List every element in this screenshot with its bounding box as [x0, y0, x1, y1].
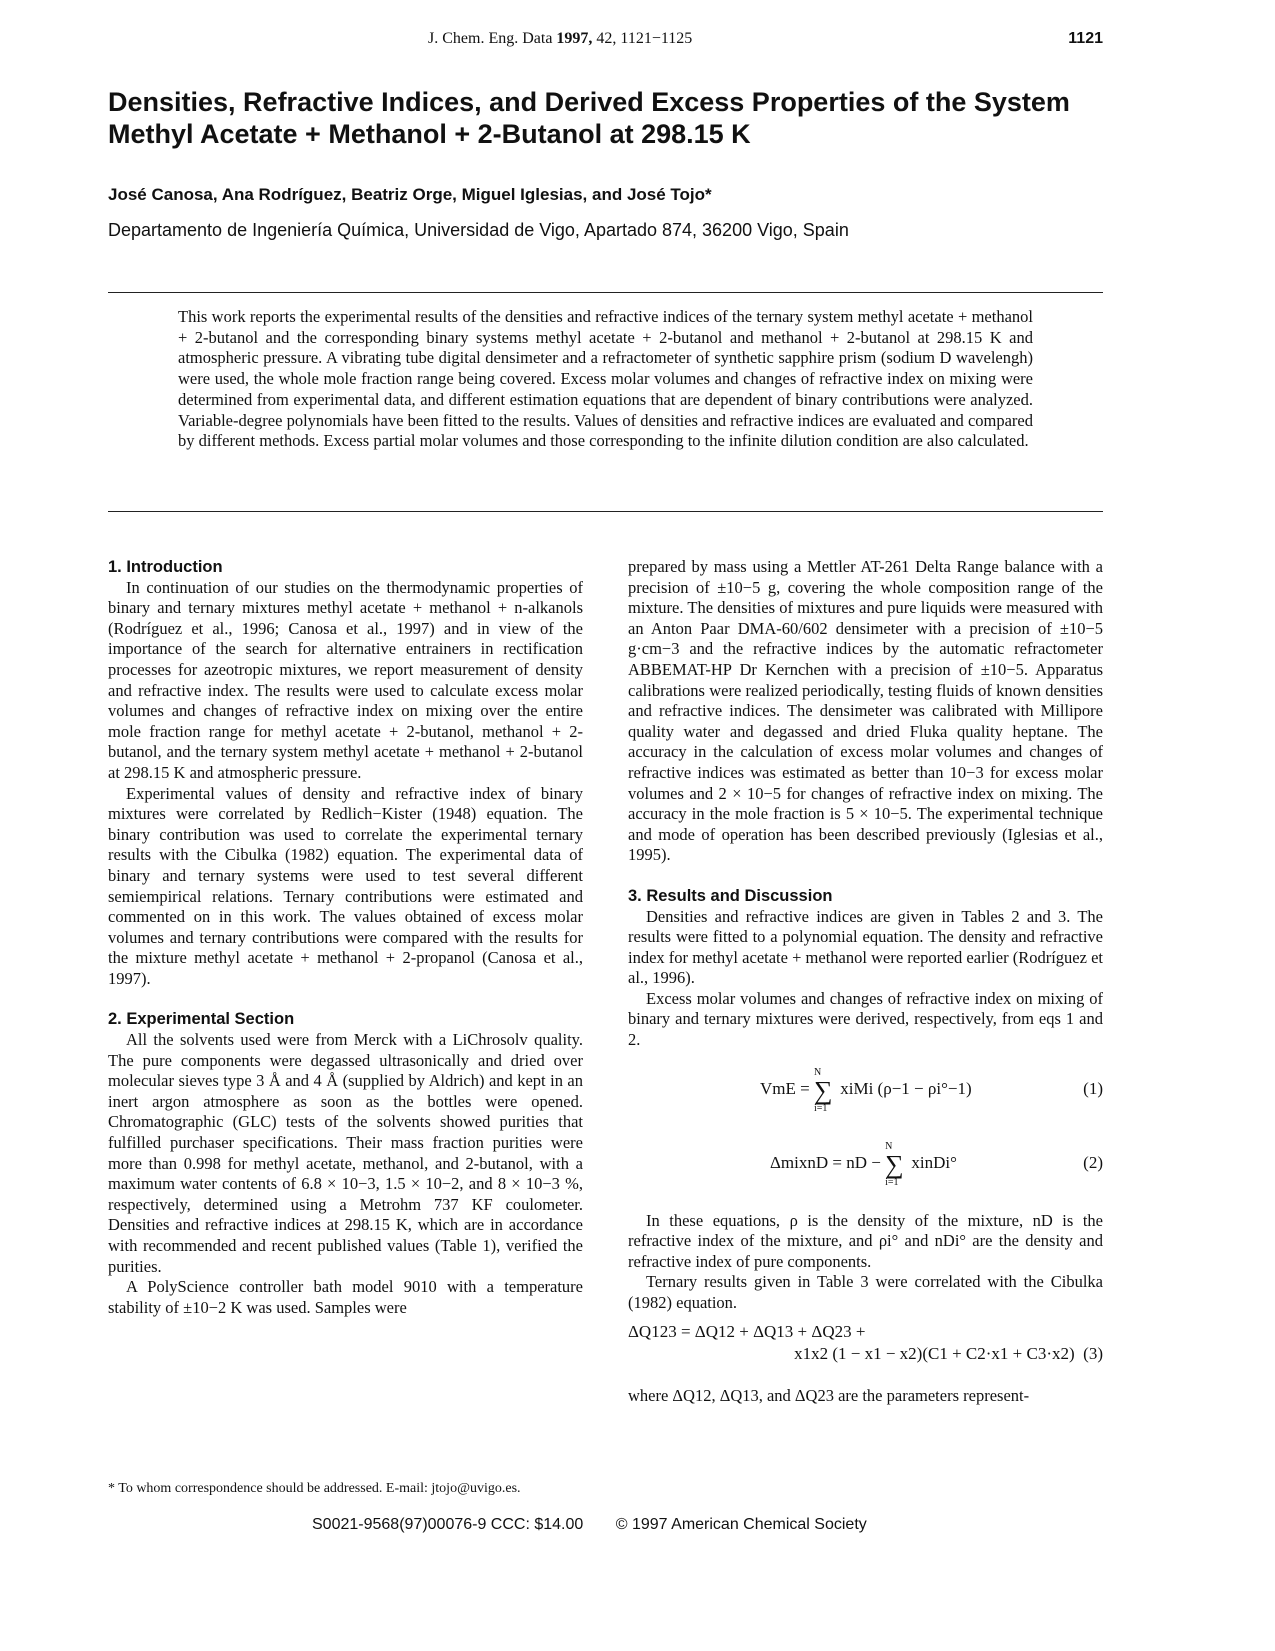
eq3-line-2-wrap — [794, 1344, 1103, 1365]
journal-volume-pages: 42, 1121−1125 — [592, 30, 693, 47]
running-header — [108, 30, 1103, 54]
eq2-sum-lower: i=1 — [885, 1176, 899, 1188]
experimental-paragraph-1: All the solvents used were from Merck with a LiChrosolv quality. The pure components were degassed ultrasonically and dried over molecular sieves type 3 Å and 4 Å (supplied by Aldrich) and kept in an inert argon atmosphere as soon as the bottles were opened. Chromatographic (GLC) tests of the solvents showed purities that fulfilled purchaser specifications. Their mass fraction purities were more than 0.998 for methyl acetate, methanol, and 2-butanol, with a maximum water contents of 6.8 × 10−3, 1.5 × 10−2, and 8 × 10−3 %, respectively, determined using a Metrohm 737 KF coulometer. Densities and refractive indices at 298.15 K, which are in accordance with recommended and recent published values (Table 1), verified the purities. — [108, 1030, 583, 1276]
summation-icon: ∑ — [885, 1149, 904, 1179]
experimental-paragraph-2: A PolyScience controller bath model 9010 with a temperature stability of ±10−2 K was used. Samples were — [108, 1277, 583, 1317]
eq3-line-2: x1x2 (1 − x1 − x2)(C1 + C2·x1 + C3·x2) — [794, 1343, 1075, 1363]
left-column — [108, 557, 583, 1318]
page-footer — [312, 1516, 867, 1534]
intro-paragraph-1: In continuation of our studies on the thermodynamic properties of binary and ternary mixtures methyl acetate + methanol + n-alkanols (Rodríguez et al., 1996; Canosa et al., 1997) and in view of the importance of the search for alternative entrainers in rectification processes for azeotropic mixtures, we report measurement of density and refractive index. The results were used to calculate excess molar volumes and changes of refractive index on mixing over the entire mole fraction range for methyl acetate + 2-butanol, methanol + 2-butanol, and the ternary system methyl acetate + methanol + 2-butanol at 298.15 K and atmospheric pressure. — [108, 577, 583, 782]
author-list: José Canosa, Ana Rodríguez, Beatriz Orge, Miguel Iglesias, and José Tojo* — [108, 185, 712, 204]
eq3-number: (3) — [1083, 1343, 1103, 1363]
eq1-rhs: xiMi (ρ−1 − ρi°−1) — [840, 1078, 972, 1098]
affiliation: Departamento de Ingeniería Química, Universidad de Vigo, Apartado 874, 36200 Vigo, Spain — [108, 220, 849, 240]
eq2-sum-limits — [885, 1140, 907, 1188]
eq2-sum-upper: N — [885, 1140, 893, 1152]
correspondence-footnote: * To whom correspondence should be addressed. E-mail: jtojo@uvigo.es. — [108, 1481, 521, 1496]
paper-title: Densities, Refractive Indices, and Derived Excess Properties of the System Methyl Acetate + Methanol + 2-Butanol at 298.15 K — [108, 87, 1070, 149]
results-paragraph-3: In these equations, ρ is the density of the mixture, nD is the refractive index of the mixture, and ρi° and nDi° are the density and refractive index of pure components. — [628, 1210, 1103, 1271]
eq1-sum-limits — [813, 1066, 836, 1114]
doi-code: S0021-9568(97)00076-9 CCC: $14.00 — [312, 1516, 584, 1533]
equation-3 — [628, 1322, 1103, 1374]
eq2-number: (2) — [1083, 1152, 1103, 1172]
equation-1 — [628, 1061, 1103, 1123]
page-number: 1121 — [1068, 30, 1103, 47]
section-heading-introduction: 1. Introduction — [108, 558, 223, 576]
eq1-number: (1) — [1083, 1078, 1103, 1098]
journal-year: 1997, — [556, 30, 593, 47]
results-paragraph-2: Excess molar volumes and changes of refractive index on mixing of binary and ternary mixtures were derived, respectively, from eqs 1 and 2. — [628, 988, 1103, 1050]
section-heading-results: 3. Results and Discussion — [628, 886, 833, 905]
abstract-bottom-rule — [108, 511, 1103, 512]
journal-name: J. Chem. Eng. Data — [428, 30, 557, 47]
eq2-rhs: xinDi° — [911, 1152, 957, 1172]
eq1-lhs: VmE = — [760, 1078, 814, 1098]
summation-icon: ∑ — [813, 1075, 833, 1105]
results-paragraph-4: Ternary results given in Table 3 were correlated with the Cibulka (1982) equation. — [628, 1272, 1103, 1313]
eq1-sum-upper: N — [813, 1066, 822, 1078]
results-paragraph-5: where ΔQ12, ΔQ13, and ΔQ23 are the parameters represent- — [628, 1385, 1030, 1405]
eq2-lhs: ΔmixnD = nD − — [770, 1152, 886, 1172]
eq1-sum-lower: i=1 — [813, 1102, 828, 1114]
intro-paragraph-2: Experimental values of density and refractive index of binary mixtures were correlated by Redlich−Kister (1948) equation. The binary contribution was used to correlate the experimental ternary results with the Cibulka (1982) equation. The experimental data of binary and ternary systems were used to test several different semiempirical relations. Ternary contributions were estimated and commented on in this work. The values obtained of excess molar volumes and ternary contributions were compared with the results for the mixture methyl acetate + methanol + 2-propanol (Canosa et al., 1997). — [108, 783, 583, 988]
experimental-continued-paragraph: prepared by mass using a Mettler AT-261 Delta Range balance with a precision of ±10−5 g, covering the whole composition range of the mixture. The densities of mixtures and pure liquids were measured with an Anton Paar DMA-60/602 densimeter with a precision of ±10−5 g·cm−3 and the refractive indices by the automatic refractometer ABBEMAT-HP Dr Kernchen with a precision of ±10−5. Apparatus calibrations were realized periodically, testing fluids of known densities and refractive indices. The densimeter was calibrated with Millipore quality water and degassed and dried Fluka quality heptane. The accuracy in the calculation of excess molar volumes and changes of refractive indices was estimated as better than 10−3 for excess molar volumes and 2 × 10−5 for changes of refractive index on mixing. The accuracy in the mole fraction is 5 × 10−5. The experimental technique and mode of operation has been described previously (Iglesias et al., 1995). — [628, 557, 1103, 865]
equation-2 — [628, 1135, 1103, 1197]
abstract: This work reports the experimental results of the densities and refractive indices of the ternary system methyl acetate + methanol + 2-butanol and the corresponding binary systems methyl acetate + 2-butanol and methanol + 2-butanol at 298.15 K and atmospheric pressure. A vibrating tube digital densimeter and a refractometer of synthetic sapphire prism (sodium D wavelengh) were used, the whole mole fraction range being covered. Excess molar volumes and changes of refractive index on mixing were determined from experimental data, and different estimation equations that are dependent of binary contributions were analyzed. Variable-degree polynomials have been fitted to the results. Values of densities and refractive indices are evaluated and compared by different methods. Excess partial molar volumes and those corresponding to the infinite dilution condition are also calculated. — [178, 307, 1033, 451]
journal-citation — [428, 30, 692, 48]
eq3-line-1: ΔQ123 = ΔQ12 + ΔQ13 + ΔQ23 + — [628, 1321, 866, 1341]
right-column — [628, 557, 1103, 1406]
section-heading-experimental: 2. Experimental Section — [108, 1010, 295, 1029]
copyright-notice: © 1997 American Chemical Society — [615, 1516, 867, 1533]
abstract-top-rule — [108, 292, 1103, 293]
results-paragraph-1: Densities and refractive indices are given in Tables 2 and 3. The results were fitted to a polynomial equation. The density and refractive index for methyl acetate + methanol were reported earlier (Rodríguez et al., 1996). — [628, 906, 1103, 988]
